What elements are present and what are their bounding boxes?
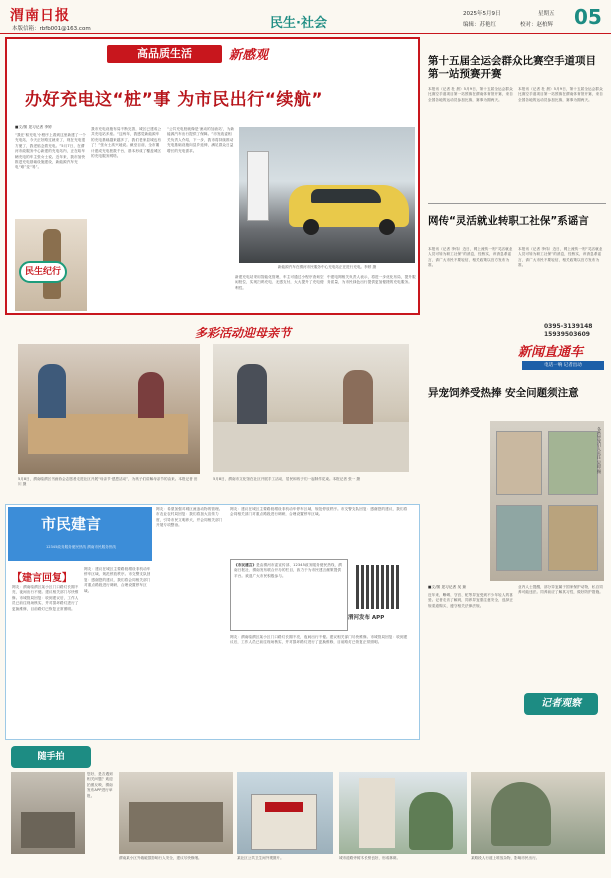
event-photo-left	[18, 344, 200, 474]
table-shape	[28, 414, 188, 454]
bottom-photo-1	[11, 772, 85, 854]
jianyan-body2: 网友：建议在城区主要路段增设非机动车停车区域，规范停放秩序。市交警支队回复：感谢您的建议，我们将会同相关部门对重点路段进行调研，合理设置停车区域。	[84, 567, 151, 593]
right-headline-2: 网传“灵活就业转职工社保”系谣言	[428, 215, 589, 227]
jianyan-box	[5, 504, 420, 740]
body-col4: 新建充电站采用智能化管理，车主可通过小程序查询空闲桩位，实现扫码充电、无感支付，大大提升了充电便利性。	[235, 275, 324, 290]
bottom-caption-2: 某社区公共卫生间外观图片。	[237, 856, 284, 860]
jianyan-body4: 网友：建议在城区主要路段增设非机动车停车区域，规范停放秩序。市交警支队回复：感谢您的建议，我们将会同相关部门对重点路段进行调研，合理设置停车区域。	[230, 507, 408, 517]
news-hotline-ad	[518, 321, 606, 383]
bottom-side-text: 您好，是否遇到相关问题？欢迎拍照反映，渭南发布APP进行举报。	[87, 772, 113, 798]
body-col3: “公共充电桩就像是‘流动的加油站’，为新能源汽车出行提供了保障。”市发改委相关负责人介绍，下一步，我市将持续推动充电基础设施向县乡延伸，满足群众日益增长的充电需求。	[167, 127, 235, 153]
person-shape	[138, 372, 164, 418]
weekday: 星期五	[538, 11, 555, 17]
qr-code	[356, 565, 400, 609]
right-byline-3: ■文/图 见习记者 吴 琼	[428, 585, 467, 589]
top-story	[5, 37, 420, 315]
jizhe-badge: 记者观察	[524, 693, 598, 715]
right-body-1: 本报讯（记者 杜 晨）5月9日，第十五届全运会群众比赛空手道项目第一站预赛在渭南体育馆开赛，来自全国各地的运动员参加比赛，赛事为期两天。	[428, 87, 513, 102]
editor: 编辑：苏艳红	[463, 22, 497, 28]
tree-shape	[491, 782, 551, 846]
app-label: 渭河发布 APP	[348, 615, 385, 621]
phone-2: 15939503609	[544, 331, 590, 338]
ad-slogan: 电话一响 记者出动	[522, 361, 604, 370]
table-shape	[213, 422, 409, 472]
tree-shape	[409, 792, 453, 850]
body-col1: “我在‘积充电’小程序上看到这里新建了一个充电站，今天正好路过就来了，现在充电很方便了，我老惦念着充电。”5月7日，在渭河市政服务中心新建的充电站内，正在给车辆充电的车主张女士说。近年来，我市加快推进充电基础设施建设，新能源汽车充电“难”变“易”。	[15, 133, 86, 170]
right-divider	[428, 203, 606, 204]
jianyan-body1: 网友：渭南临渭区某小区门口路灯长期不亮，夜间出行不便。建议相关部门尽快维修。市城管局回复：收到建议后，工作人员已前往现场核实，并对损坏路灯进行了更换维修，目前路灯已恢复正常照明。	[12, 585, 79, 611]
bottom-strip	[5, 744, 608, 874]
jianyan-title: 市民建言	[41, 515, 102, 533]
right-body-3: 近年来，蜥蜴、守宫、蛇等异宠受到不少年轻人的喜爱。记者走访了解到，饲养异宠需注意安全，选择正规渠道购买，遵守相关法律法规。	[428, 593, 513, 608]
bottom-title: 随手拍	[11, 746, 91, 768]
right-body-3b: 业内人士提醒，部分异宠属于国家保护动物，私自饲养可能违法。饲养前应了解其习性，做好防护措施。	[518, 585, 603, 595]
proofreader: 校对：赵柏辉	[520, 22, 554, 28]
hotline: 本版信箱：rbfb001@163.com	[12, 26, 91, 32]
photo-caption: 新能源汽车在渭河市民服务中心充电站正在进行充电。李婷 摄	[277, 265, 377, 269]
terrarium-shape	[496, 505, 542, 571]
right-body-1b: 本报讯（记者 杜 晨）5月9日，第十五届全运会群众比赛空手道项目第一站预赛在渭南体育馆开赛，来自全国各地的运动员参加比赛，赛事为期两天。	[518, 87, 603, 102]
byline: ■文/图 见习记者 李婷	[15, 125, 52, 129]
body-col2: 我市充电设施布局不断完善，城区已建成公共充电站多座。“这两年，我感觉新能源车的充电基础越来越多了，我们老家县城也有了！”张女士高兴地说。截至目前，全市累计建成充电桩数千台，基本形成了覆盖城区的充电服务网络。	[91, 127, 162, 159]
event-title: 多彩活动迎母亲节	[195, 326, 292, 340]
bottom-caption-4: 某路段人行道上堆放杂物，影响市民出行。	[471, 856, 540, 860]
bottom-photo-5	[471, 772, 605, 854]
debris-shape	[129, 802, 223, 842]
date: 2025年5月9日	[463, 11, 501, 17]
photo-ev-charging	[239, 127, 415, 263]
reply-header: 【建言回复】	[12, 573, 72, 584]
note-body: 是由渭河市委宣传部、12345政务服务便民热线、渭南日报社、渭南发布联合开办的栏目，致力于为市民建言献策提供平台。欢迎广大市民积极参与。	[234, 563, 342, 578]
car-wheel-front	[303, 219, 319, 235]
right-body-2: 本报讯（记者 李伟）近日，网上流传一则“灵活就业人员可转为职工社保”的消息，经核实，该消息系谣言，请广大市民不要轻信，相关政策以官方发布为准。	[428, 247, 513, 268]
right-body-2b: 本报讯（记者 李伟）近日，网上流传一则“灵活就业人员可转为职工社保”的消息，经核实，该消息系谣言，请广大市民不要轻信，相关政策以官方发布为准。	[518, 247, 603, 268]
bottom-caption-1: 渭南某小区外墙破损影响行人安全，建议尽快修缮。	[119, 856, 202, 860]
banner-script: 新感观	[229, 48, 269, 63]
bottom-caption-3: 城市道路旁树木长势良好，形成林荫。	[339, 856, 401, 860]
terrarium-shape	[548, 431, 598, 495]
phone-1: 0395-3139148	[544, 323, 593, 330]
page-number: 05	[574, 5, 602, 29]
newspaper-logo: 渭南日报	[10, 8, 70, 24]
debris-shape	[21, 812, 75, 848]
charging-pile	[247, 151, 269, 221]
bottom-photo-2	[119, 772, 233, 854]
event-photo-right	[213, 344, 409, 472]
body-col5: 中建电网相关负责人表示，将进一步优化布局，提升服务质量，为市民绿色出行提供更加便捷的充电服务。	[327, 275, 416, 285]
terrarium-shape	[548, 505, 598, 571]
jianyan-body3: 网友：希望加强对城区流浪动物的管理。市农业农村局回复：我们将加大宣传力度，引导市民文明养犬，并会同相关部门开展专项整治。	[156, 507, 223, 528]
car-window	[311, 189, 381, 203]
person-shape	[38, 364, 66, 418]
right-headline-1: 第十五届全运会群众比赛空手道项目第一站预赛开赛	[428, 55, 596, 80]
right-column	[428, 37, 606, 743]
person-shape	[343, 370, 373, 424]
headline: 办好充电这“桩”事 为市民出行“续航”	[25, 90, 324, 110]
bottom-photo-4	[339, 772, 467, 854]
photo-exotic-pets	[490, 421, 604, 581]
terrarium-shape	[496, 431, 542, 495]
jianyan-note	[230, 559, 348, 631]
building-shape	[359, 778, 395, 848]
jianyan-subtitle: 12345政务服务便民热线 渭南市民服务热线	[45, 545, 117, 549]
person-shape	[237, 364, 267, 424]
note-title: 《市民建言》	[234, 563, 257, 567]
section-title: 民生·社会	[270, 16, 327, 31]
event-caption-left: 5月8日，渭南临渭区书画协会志愿者走进社区开展“母亲节·感恩活动”，为孩子们讲解母亲节的由来。本报记者 田川 摄	[18, 477, 198, 486]
banner: 高品质生活	[107, 45, 222, 63]
sign-shape	[265, 802, 303, 812]
badge-minsheng: 民生纪行	[19, 261, 67, 283]
event-caption-right: 5月8日，渭南市文化馆在社区开展手工活动，居民和孩子们一起制作花束。本报记者 张一 摄	[213, 477, 361, 481]
car-wheel-rear	[379, 219, 395, 235]
masthead	[0, 0, 611, 34]
ad-title: 新闻直通车	[518, 345, 584, 360]
photo-caption-vertical: 各类异宠引人关注 吴琼 摄	[597, 427, 602, 474]
bottom-photo-3	[237, 772, 333, 854]
jianyan-body5: 网友：渭南临渭区某小区门口路灯长期不亮，夜间出行不便。建议相关部门尽快维修。市城管局回复：收到建议后，工作人员已前往现场核实，并对损坏路灯进行了更换维修，目前路灯已恢复正常照明。	[230, 635, 408, 645]
right-headline-3: 异宠饲养受热捧 安全问题须注意	[428, 387, 579, 399]
